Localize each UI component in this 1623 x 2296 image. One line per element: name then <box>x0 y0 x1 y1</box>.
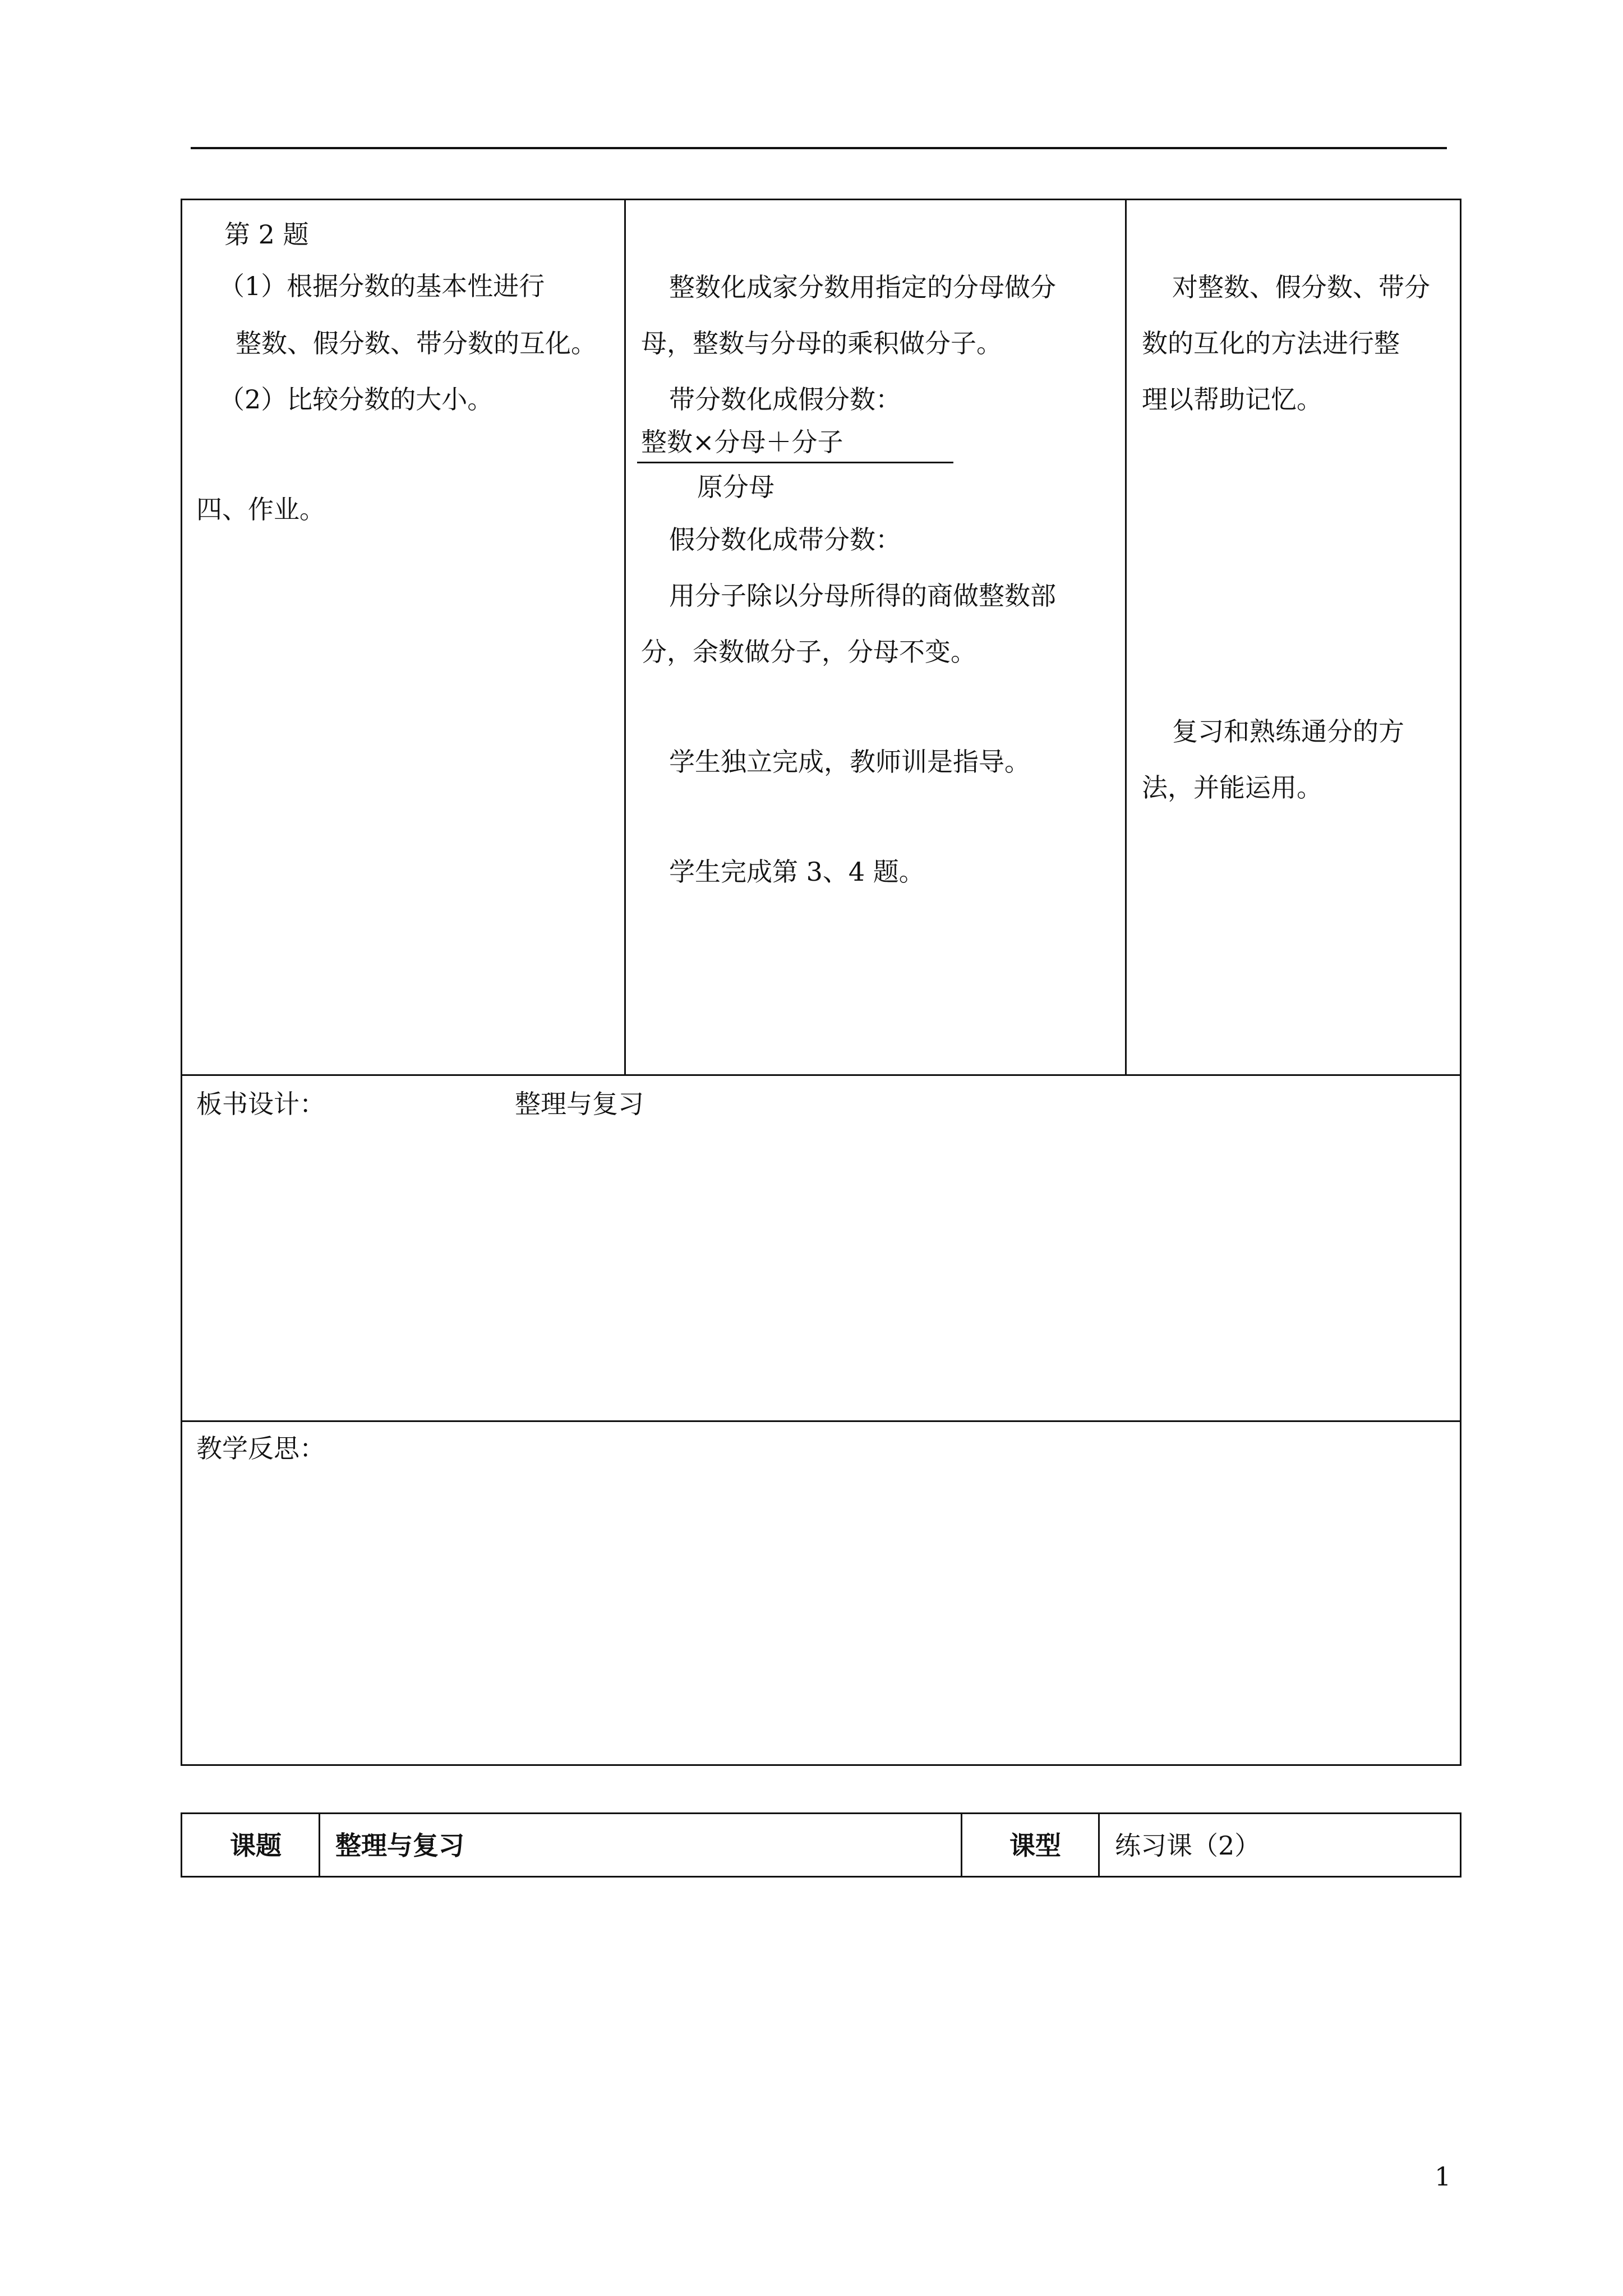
homework-heading: 四、作业。 <box>196 494 325 524</box>
item1-line2: 整数、假分数、带分数的互化。 <box>236 328 597 358</box>
course-col-divider-2 <box>961 1812 962 1878</box>
course-col-divider-3 <box>1098 1812 1100 1878</box>
fraction-bar <box>637 462 953 463</box>
col2-p1-line2: 母，整数与分母的乘积做分子。 <box>641 328 1002 358</box>
row-divider-2 <box>181 1420 1461 1422</box>
col3-p1-line2: 数的互化的方法进行整 <box>1142 328 1400 358</box>
topic-label: 课题 <box>230 1830 282 1861</box>
col3-p1-line3: 理以帮助记忆。 <box>1142 384 1322 415</box>
type-value: 练习课（2） <box>1115 1830 1261 1861</box>
fraction-denominator: 原分母 <box>697 472 774 502</box>
col-divider-1 <box>624 199 626 1075</box>
page-number: 1 <box>1435 2161 1451 2192</box>
item2: （2）比较分数的大小。 <box>219 384 494 415</box>
col-divider-2 <box>1125 199 1127 1075</box>
type-label: 课型 <box>1009 1830 1061 1861</box>
col2-p1-line1: 整数化成家分数用指定的分母做分 <box>669 272 1056 302</box>
col3-p1-line1: 对整数、假分数、带分 <box>1172 272 1430 302</box>
col3-p2-line1: 复习和熟练通分的方 <box>1172 716 1404 747</box>
col2-p5: 学生完成第 3、4 题。 <box>669 857 925 887</box>
col3-p2-line2: 法，并能运用。 <box>1142 772 1322 803</box>
course-col-divider-1 <box>319 1812 320 1878</box>
col2-p3-title: 假分数化成带分数： <box>669 524 901 555</box>
fraction-numerator: 整数×分母＋分子 <box>641 427 843 457</box>
topic-value: 整理与复习 <box>335 1830 464 1861</box>
board-design-label: 板书设计： <box>196 1089 325 1119</box>
row-divider-1 <box>181 1074 1461 1076</box>
item1-line1: （1）根据分数的基本性进行 <box>219 271 545 301</box>
col2-p3-line2: 分，余数做分子，分母不变。 <box>641 637 976 667</box>
question-label: 第 2 题 <box>224 219 309 250</box>
header-rule <box>191 147 1447 149</box>
col2-p3-line1: 用分子除以分母所得的商做整数部 <box>669 581 1056 611</box>
col2-p2-title: 带分数化成假分数： <box>669 384 901 415</box>
col2-p4: 学生独立完成，教师训是指导。 <box>669 747 1030 777</box>
reflection-label: 教学反思： <box>196 1433 325 1464</box>
board-design-title: 整理与复习 <box>515 1089 644 1119</box>
